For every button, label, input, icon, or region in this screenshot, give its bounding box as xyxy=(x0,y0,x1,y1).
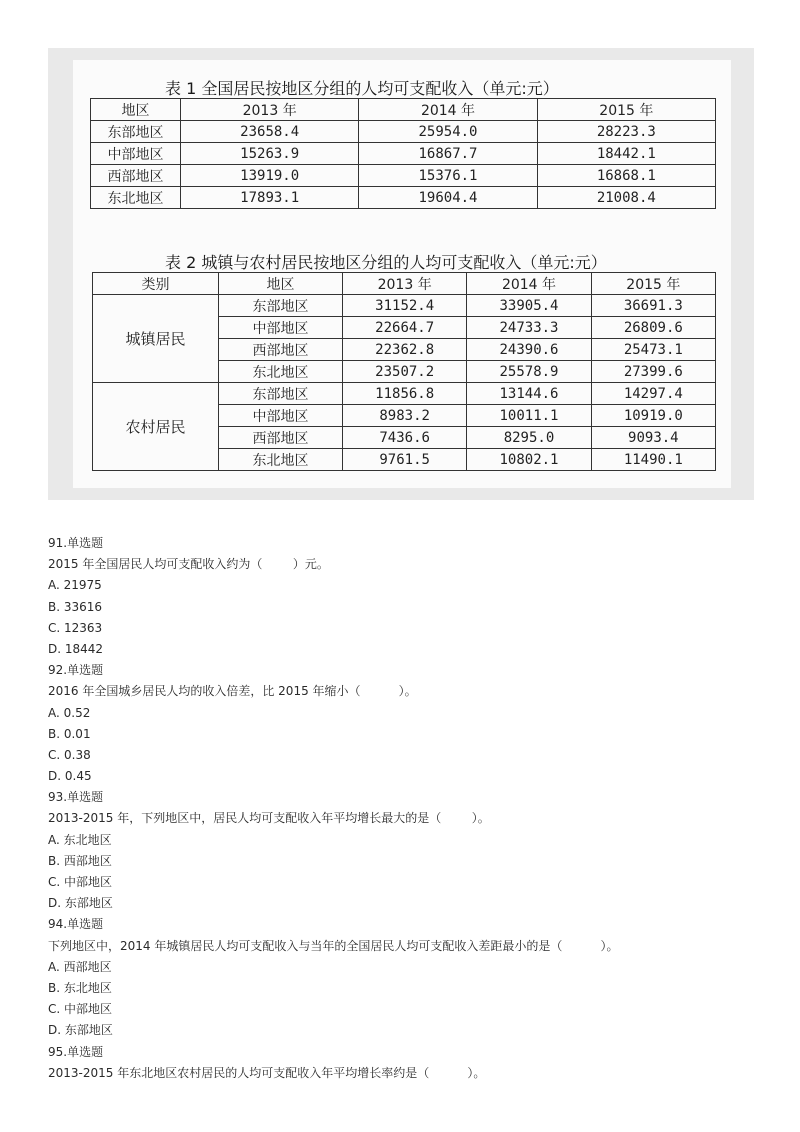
table1-header-row xyxy=(91,99,716,121)
value-cell: 33905.4 xyxy=(467,295,591,317)
question-94-option-b[interactable]: B. 东北地区 xyxy=(48,980,112,995)
question-93-number: 93.单选题 xyxy=(48,790,104,805)
value-cell: 24733.3 xyxy=(467,317,591,339)
category-cell-urban: 城镇居民 xyxy=(93,295,219,383)
value-cell: 26809.6 xyxy=(591,317,715,339)
table1-caption: 表 1 全国居民按地区分组的人均可支配收入（单元:元） xyxy=(165,79,559,98)
question-93-option-c[interactable]: C. 中部地区 xyxy=(48,875,113,889)
region-cell: 东部地区 xyxy=(91,121,181,143)
question-91-option-a[interactable]: A. 21975 xyxy=(48,578,102,593)
table2-header-cell: 类别 xyxy=(93,273,219,295)
table-row xyxy=(91,121,716,143)
value-cell: 16867.7 xyxy=(359,143,537,165)
value-cell: 11490.1 xyxy=(591,449,715,471)
value-cell: 21008.4 xyxy=(537,187,715,209)
region-cell: 东北地区 xyxy=(219,361,343,383)
value-cell: 8295.0 xyxy=(467,427,591,449)
table1-header-cell: 2015 年 xyxy=(537,99,715,121)
value-cell: 24390.6 xyxy=(467,339,591,361)
value-cell: 11856.8 xyxy=(343,383,467,405)
question-93-option-b[interactable]: B. 西部地区 xyxy=(48,853,112,868)
region-cell: 东部地区 xyxy=(219,383,343,405)
region-cell: 东部地区 xyxy=(219,295,343,317)
region-cell: 西部地区 xyxy=(219,339,343,361)
value-cell: 19604.4 xyxy=(359,187,537,209)
question-92-option-a[interactable]: A. 0.52 xyxy=(48,705,91,720)
value-cell: 13144.6 xyxy=(467,383,591,405)
value-cell: 22362.8 xyxy=(343,339,467,361)
region-cell: 西部地区 xyxy=(91,165,181,187)
table1-income-by-region xyxy=(90,98,716,209)
value-cell: 23507.2 xyxy=(343,361,467,383)
question-93-option-a[interactable]: A. 东北地区 xyxy=(48,832,112,847)
question-94-option-d[interactable]: D. 东部地区 xyxy=(48,1023,113,1038)
value-cell: 36691.3 xyxy=(591,295,715,317)
value-cell: 8983.2 xyxy=(343,405,467,427)
table-row xyxy=(91,143,716,165)
table-row xyxy=(93,295,716,317)
value-cell: 7436.6 xyxy=(343,427,467,449)
value-cell: 9093.4 xyxy=(591,427,715,449)
table-row xyxy=(91,165,716,187)
region-cell: 中部地区 xyxy=(219,405,343,427)
question-93-stem: 2013-2015 年，下列地区中，居民人均可支配收入年平均增长最大的是（ ）。 xyxy=(48,811,490,826)
question-94-option-a[interactable]: A. 西部地区 xyxy=(48,959,112,974)
table2-header-cell: 2014 年 xyxy=(467,273,591,295)
value-cell: 31152.4 xyxy=(343,295,467,317)
table2-header-cell: 2015 年 xyxy=(591,273,715,295)
table2-header-cell: 2013 年 xyxy=(343,273,467,295)
value-cell: 13919.0 xyxy=(181,165,359,187)
question-91-stem: 2015 年全国居民人均可支配收入约为（ ）元。 xyxy=(48,557,329,572)
question-92-option-d[interactable]: D. 0.45 xyxy=(48,769,92,784)
region-cell: 中部地区 xyxy=(219,317,343,339)
value-cell: 25578.9 xyxy=(467,361,591,383)
table1-header-cell: 地区 xyxy=(91,99,181,121)
value-cell: 9761.5 xyxy=(343,449,467,471)
value-cell: 28223.3 xyxy=(537,121,715,143)
region-cell: 东北地区 xyxy=(91,187,181,209)
table1-header-cell: 2013 年 xyxy=(181,99,359,121)
question-93-option-d[interactable]: D. 东部地区 xyxy=(48,896,113,911)
value-cell: 10011.1 xyxy=(467,405,591,427)
value-cell: 22664.7 xyxy=(343,317,467,339)
question-92-option-b[interactable]: B. 0.01 xyxy=(48,726,91,741)
table2-header-row xyxy=(93,273,716,295)
question-91-option-b[interactable]: B. 33616 xyxy=(48,599,103,614)
question-95-number: 95.单选题 xyxy=(48,1044,104,1059)
table2-urban-rural-income xyxy=(92,272,716,471)
value-cell: 15263.9 xyxy=(181,143,359,165)
table1-header-cell: 2014 年 xyxy=(359,99,537,121)
table2-caption: 表 2 城镇与农村居民按地区分组的人均可支配收入（单元:元） xyxy=(165,253,607,272)
question-91-option-d[interactable]: D. 18442 xyxy=(48,641,104,656)
question-list xyxy=(48,533,768,1084)
table2-header-cell: 地区 xyxy=(219,273,343,295)
question-94-stem: 下列地区中，2014 年城镇居民人均可支配收入与当年的全国居民人均可支配收入差距最小的是（ ）。 xyxy=(48,938,619,953)
question-92-option-c[interactable]: C. 0.38 xyxy=(48,747,91,762)
question-92-number: 92.单选题 xyxy=(48,663,104,678)
value-cell: 15376.1 xyxy=(359,165,537,187)
category-cell-rural: 农村居民 xyxy=(93,383,219,471)
value-cell: 25473.1 xyxy=(591,339,715,361)
region-cell: 东北地区 xyxy=(219,449,343,471)
value-cell: 14297.4 xyxy=(591,383,715,405)
value-cell: 16868.1 xyxy=(537,165,715,187)
value-cell: 10802.1 xyxy=(467,449,591,471)
question-92-stem: 2016 年全国城乡居民人均的收入倍差，比 2015 年缩小（ ）。 xyxy=(48,684,417,699)
value-cell: 10919.0 xyxy=(591,405,715,427)
value-cell: 23658.4 xyxy=(181,121,359,143)
question-91-number: 91.单选题 xyxy=(48,536,104,550)
question-95-stem: 2013-2015 年东北地区农村居民的人均可支配收入年平均增长率约是（ ）。 xyxy=(48,1065,486,1080)
question-94-number: 94.单选题 xyxy=(48,917,104,932)
region-cell: 中部地区 xyxy=(91,143,181,165)
table-row xyxy=(93,383,716,405)
value-cell: 18442.1 xyxy=(537,143,715,165)
question-91-option-c[interactable]: C. 12363 xyxy=(48,620,103,635)
table-row xyxy=(91,187,716,209)
value-cell: 17893.1 xyxy=(181,187,359,209)
value-cell: 25954.0 xyxy=(359,121,537,143)
value-cell: 27399.6 xyxy=(591,361,715,383)
region-cell: 西部地区 xyxy=(219,427,343,449)
question-94-option-c[interactable]: C. 中部地区 xyxy=(48,1002,113,1017)
